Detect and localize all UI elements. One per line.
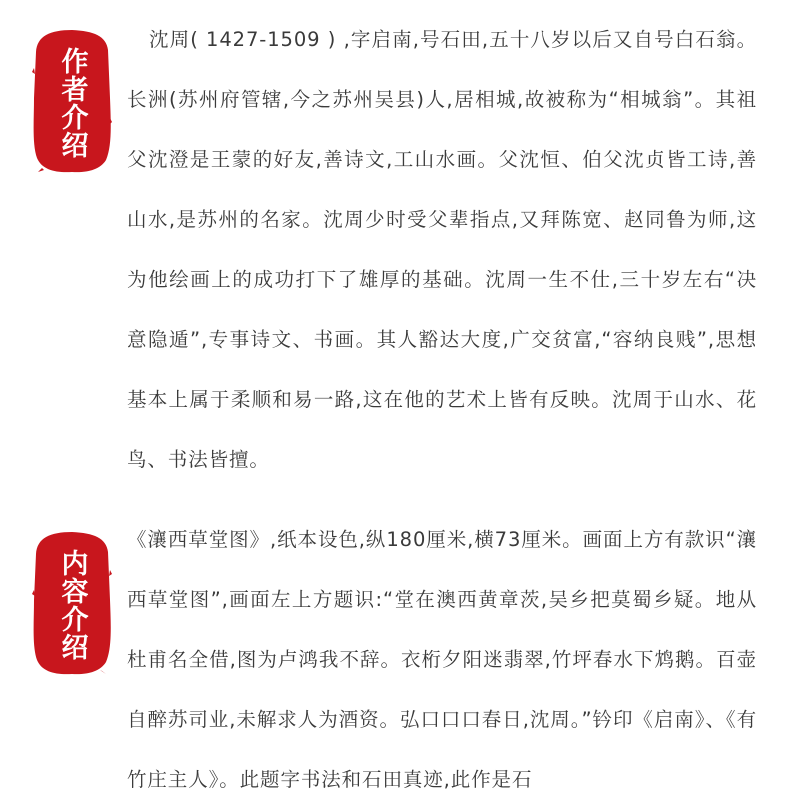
- author-seal-label: 作者介绍: [56, 47, 88, 159]
- content-seal: [32, 530, 112, 676]
- author-section: [127, 10, 757, 490]
- author-paragraph: 沈周( 1427-1509 ) ,字启南,号石田,五十八岁以后又自号白石翁。长洲(苏州府管辖,今之苏州吴县)人,居相城,故被称为“相城翁”。其祖父沈澄是王蒙的好友,善诗文,工山水画。父沈恒、伯父沈贞皆工诗,善山水,是苏州的名家。沈周少时受父辈指点,又拜陈宽、赵同鲁为师,这为他绘画上的成功打下了雄厚的基础。沈周一生不仕,三十岁左右“决意隐遁”,专事诗文、书画。其人豁达大度,广交贫富,“容纳良贱”,思想基本上属于柔顺和易一路,这在他的艺术上皆有反映。沈周于山水、花鸟、书法皆擅。: [127, 28, 757, 471]
- content-seal-label: 内容介绍: [56, 549, 88, 661]
- content-section: [127, 510, 757, 810]
- author-seal: [32, 28, 112, 174]
- content-paragraph: 《瀼西草堂图》,纸本设色,纵180厘米,横73厘米。画面上方有款识“瀼西草堂图”,画面左上方题识:“堂在澳西黄章茨,吴乡把莫蜀乡疑。地从杜甫名全借,图为卢鸿我不辞。衣桁夕阳迷翡翠,竹坪春水下鸩鹅。百壶自醉苏司业,未解求人为酒资。弘口口口春日,沈周。”钤印《启南》、《有竹庄主人》。此题字书法和石田真迹,此作是石: [127, 528, 757, 791]
